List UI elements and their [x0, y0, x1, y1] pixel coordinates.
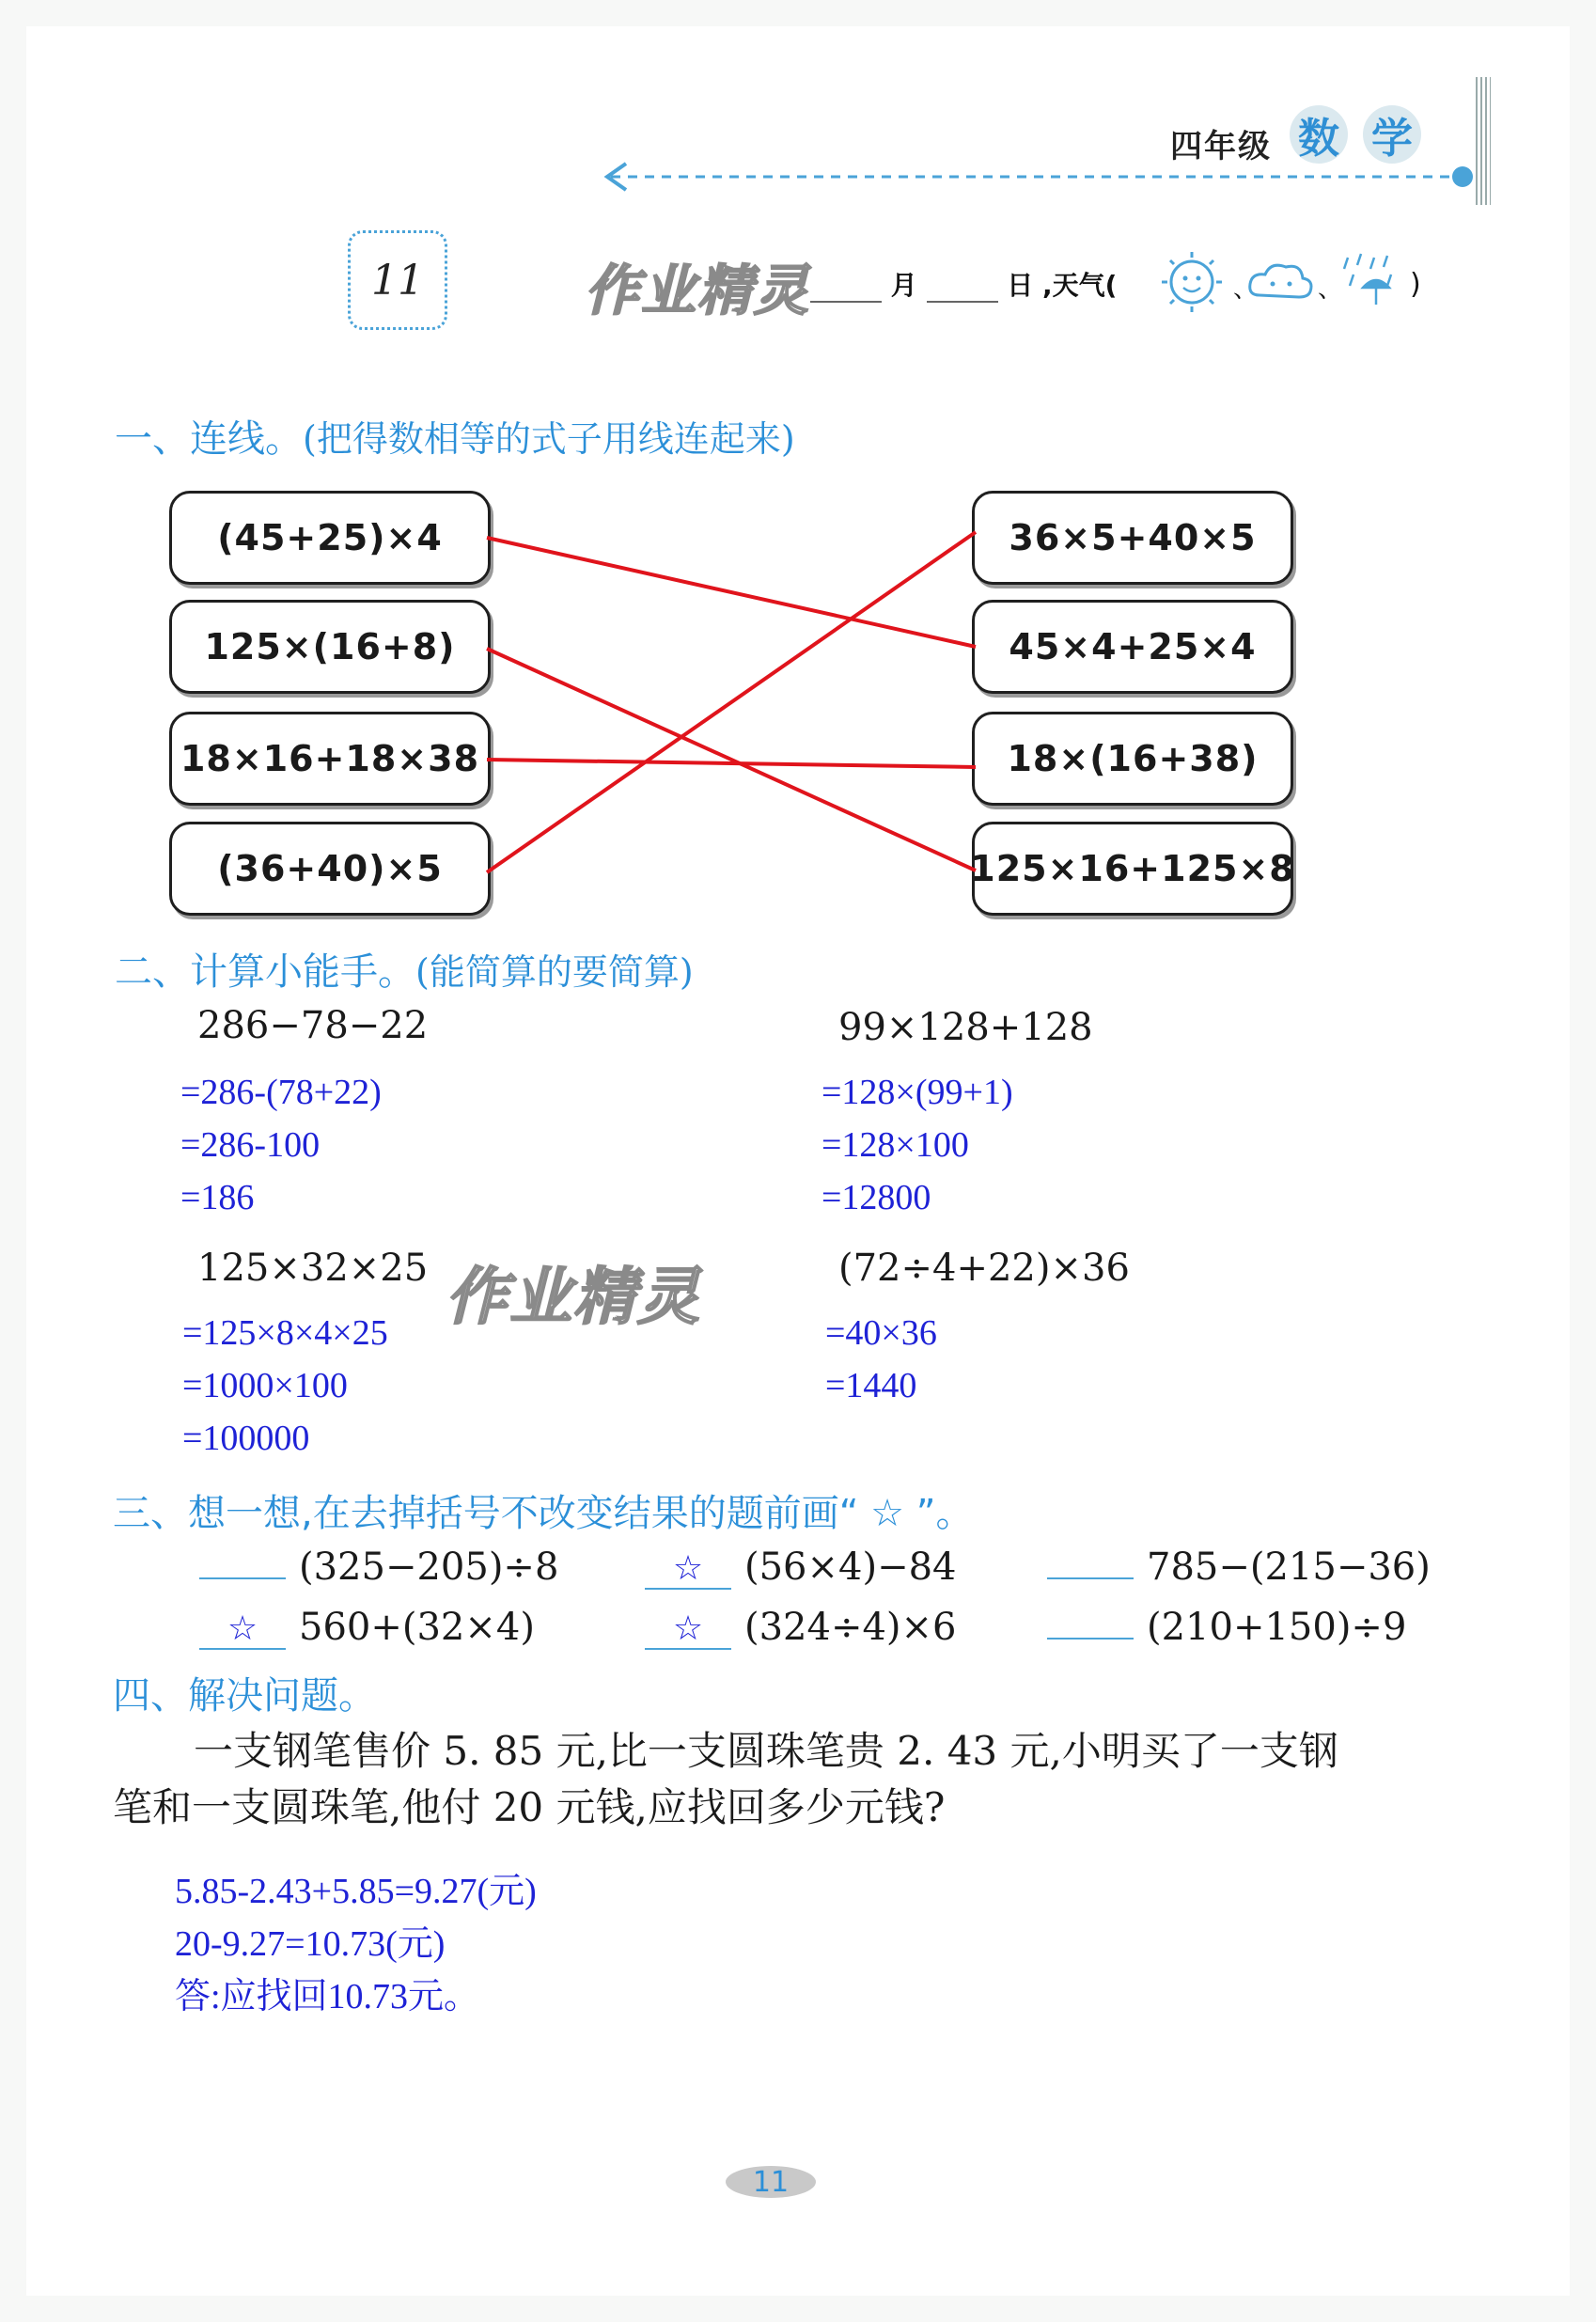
section3-expr-5: (324÷4)×6	[744, 1606, 957, 1649]
section3-expr-6: (210+150)÷9	[1147, 1606, 1407, 1649]
answer-step-2: 20-9.27=10.73(元)	[175, 1924, 446, 1964]
section3-expr-1: (325−205)÷8	[299, 1545, 559, 1589]
problem-1: 286−78−22	[197, 1004, 429, 1047]
section3-item-5	[645, 1606, 957, 1650]
star-blank-1[interactable]	[199, 1577, 286, 1579]
problem-4-step-2: =1440	[825, 1366, 917, 1405]
svg-text:): )	[1410, 268, 1421, 301]
problem-3-step-2: =1000×100	[182, 1366, 348, 1405]
day-label: 日	[1007, 270, 1034, 301]
problem-3: 125×32×25	[197, 1247, 429, 1290]
problem-2-step-3: =12800	[821, 1178, 931, 1217]
section3-item-2	[645, 1545, 957, 1590]
section3-expr-2: (56×4)−84	[744, 1545, 957, 1589]
section2-title: 二、计算小能手。	[115, 950, 415, 994]
lesson-number: 11	[371, 256, 424, 305]
section3-item-1	[199, 1545, 558, 1589]
section4-title: 四、解决问题。	[113, 1674, 376, 1718]
svg-text:、: 、	[1318, 275, 1343, 304]
section3-item-4	[199, 1606, 535, 1650]
watermark-middle: 作业精灵	[446, 1261, 701, 1333]
word-problem-line-1: 一支钢笔售价 5. 85 元,比一支圆珠笔贵 2. 43 元,小明买了一支钢	[194, 1728, 1338, 1774]
section3-title: 三、想一想,在去掉括号不改变结果的题前画“ ☆ ”。	[113, 1492, 974, 1535]
svg-text:、: 、	[1233, 275, 1259, 304]
star-blank-3[interactable]	[1047, 1577, 1134, 1579]
star-blank-2[interactable]: ☆	[645, 1549, 731, 1590]
problem-2-step-2: =128×100	[821, 1125, 969, 1165]
problem-2: 99×128+128	[838, 1006, 1093, 1049]
problem-4: (72÷4+22)×36	[838, 1247, 1130, 1290]
section2-subtitle: (能简算的要简算)	[415, 951, 694, 993]
problem-2-step-1: =128×(99+1)	[821, 1073, 1013, 1112]
left-expr-2[interactable]: 125×(16+8)	[169, 600, 491, 694]
section3-item-3	[1047, 1545, 1431, 1589]
left-expr-4[interactable]: (36+40)×5	[169, 822, 491, 916]
section3-item-6	[1047, 1606, 1406, 1649]
problem-1-step-1: =286-(78+22)	[180, 1073, 382, 1112]
month-label: 月	[890, 270, 917, 301]
answer-step-1: 5.85-2.43+5.85=9.27(元)	[175, 1872, 537, 1911]
page-number: 11	[726, 2166, 816, 2198]
right-expr-3[interactable]: 18×(16+38)	[972, 712, 1293, 806]
right-expr-1[interactable]: 36×5+40×5	[972, 491, 1293, 585]
answer-final: 答:应找回10.73元。	[175, 1977, 480, 2016]
word-problem-line-2: 笔和一支圆珠笔,他付 20 元钱,应找回多少元钱?	[113, 1784, 946, 1830]
matching-lines	[0, 0, 1596, 940]
left-expr-1[interactable]: (45+25)×4	[169, 491, 491, 585]
grade-label: 四年级	[1170, 128, 1272, 165]
weather-label: ,天气(	[1042, 270, 1118, 301]
match-line-1	[487, 538, 976, 647]
star-blank-5[interactable]: ☆	[645, 1609, 731, 1650]
match-line-4	[487, 532, 976, 872]
left-expr-3[interactable]: 18×16+18×38	[169, 712, 491, 806]
subject-char-2: 学	[1363, 105, 1421, 164]
right-expr-2[interactable]: 45×4+25×4	[972, 600, 1293, 694]
subject-char-1: 数	[1290, 105, 1348, 164]
section3-expr-4: 560+(32×4)	[299, 1606, 535, 1649]
star-blank-4[interactable]: ☆	[199, 1609, 286, 1650]
section1-title: 一、连线。	[115, 417, 303, 461]
problem-3-step-1: =125×8×4×25	[182, 1313, 388, 1353]
star-blank-6[interactable]	[1047, 1638, 1134, 1640]
problem-1-step-3: =186	[180, 1178, 255, 1217]
problem-3-step-3: =100000	[182, 1419, 310, 1458]
problem-4-step-1: =40×36	[825, 1313, 937, 1353]
section3-expr-3: 785−(215−36)	[1147, 1545, 1431, 1589]
section2-heading	[115, 942, 694, 996]
right-expr-4[interactable]: 125×16+125×8	[972, 822, 1293, 916]
section1-subtitle: (把得数相等的式子用线连起来)	[303, 418, 795, 460]
watermark-top: 作业精灵	[585, 259, 811, 322]
problem-1-step-2: =286-100	[180, 1125, 321, 1165]
